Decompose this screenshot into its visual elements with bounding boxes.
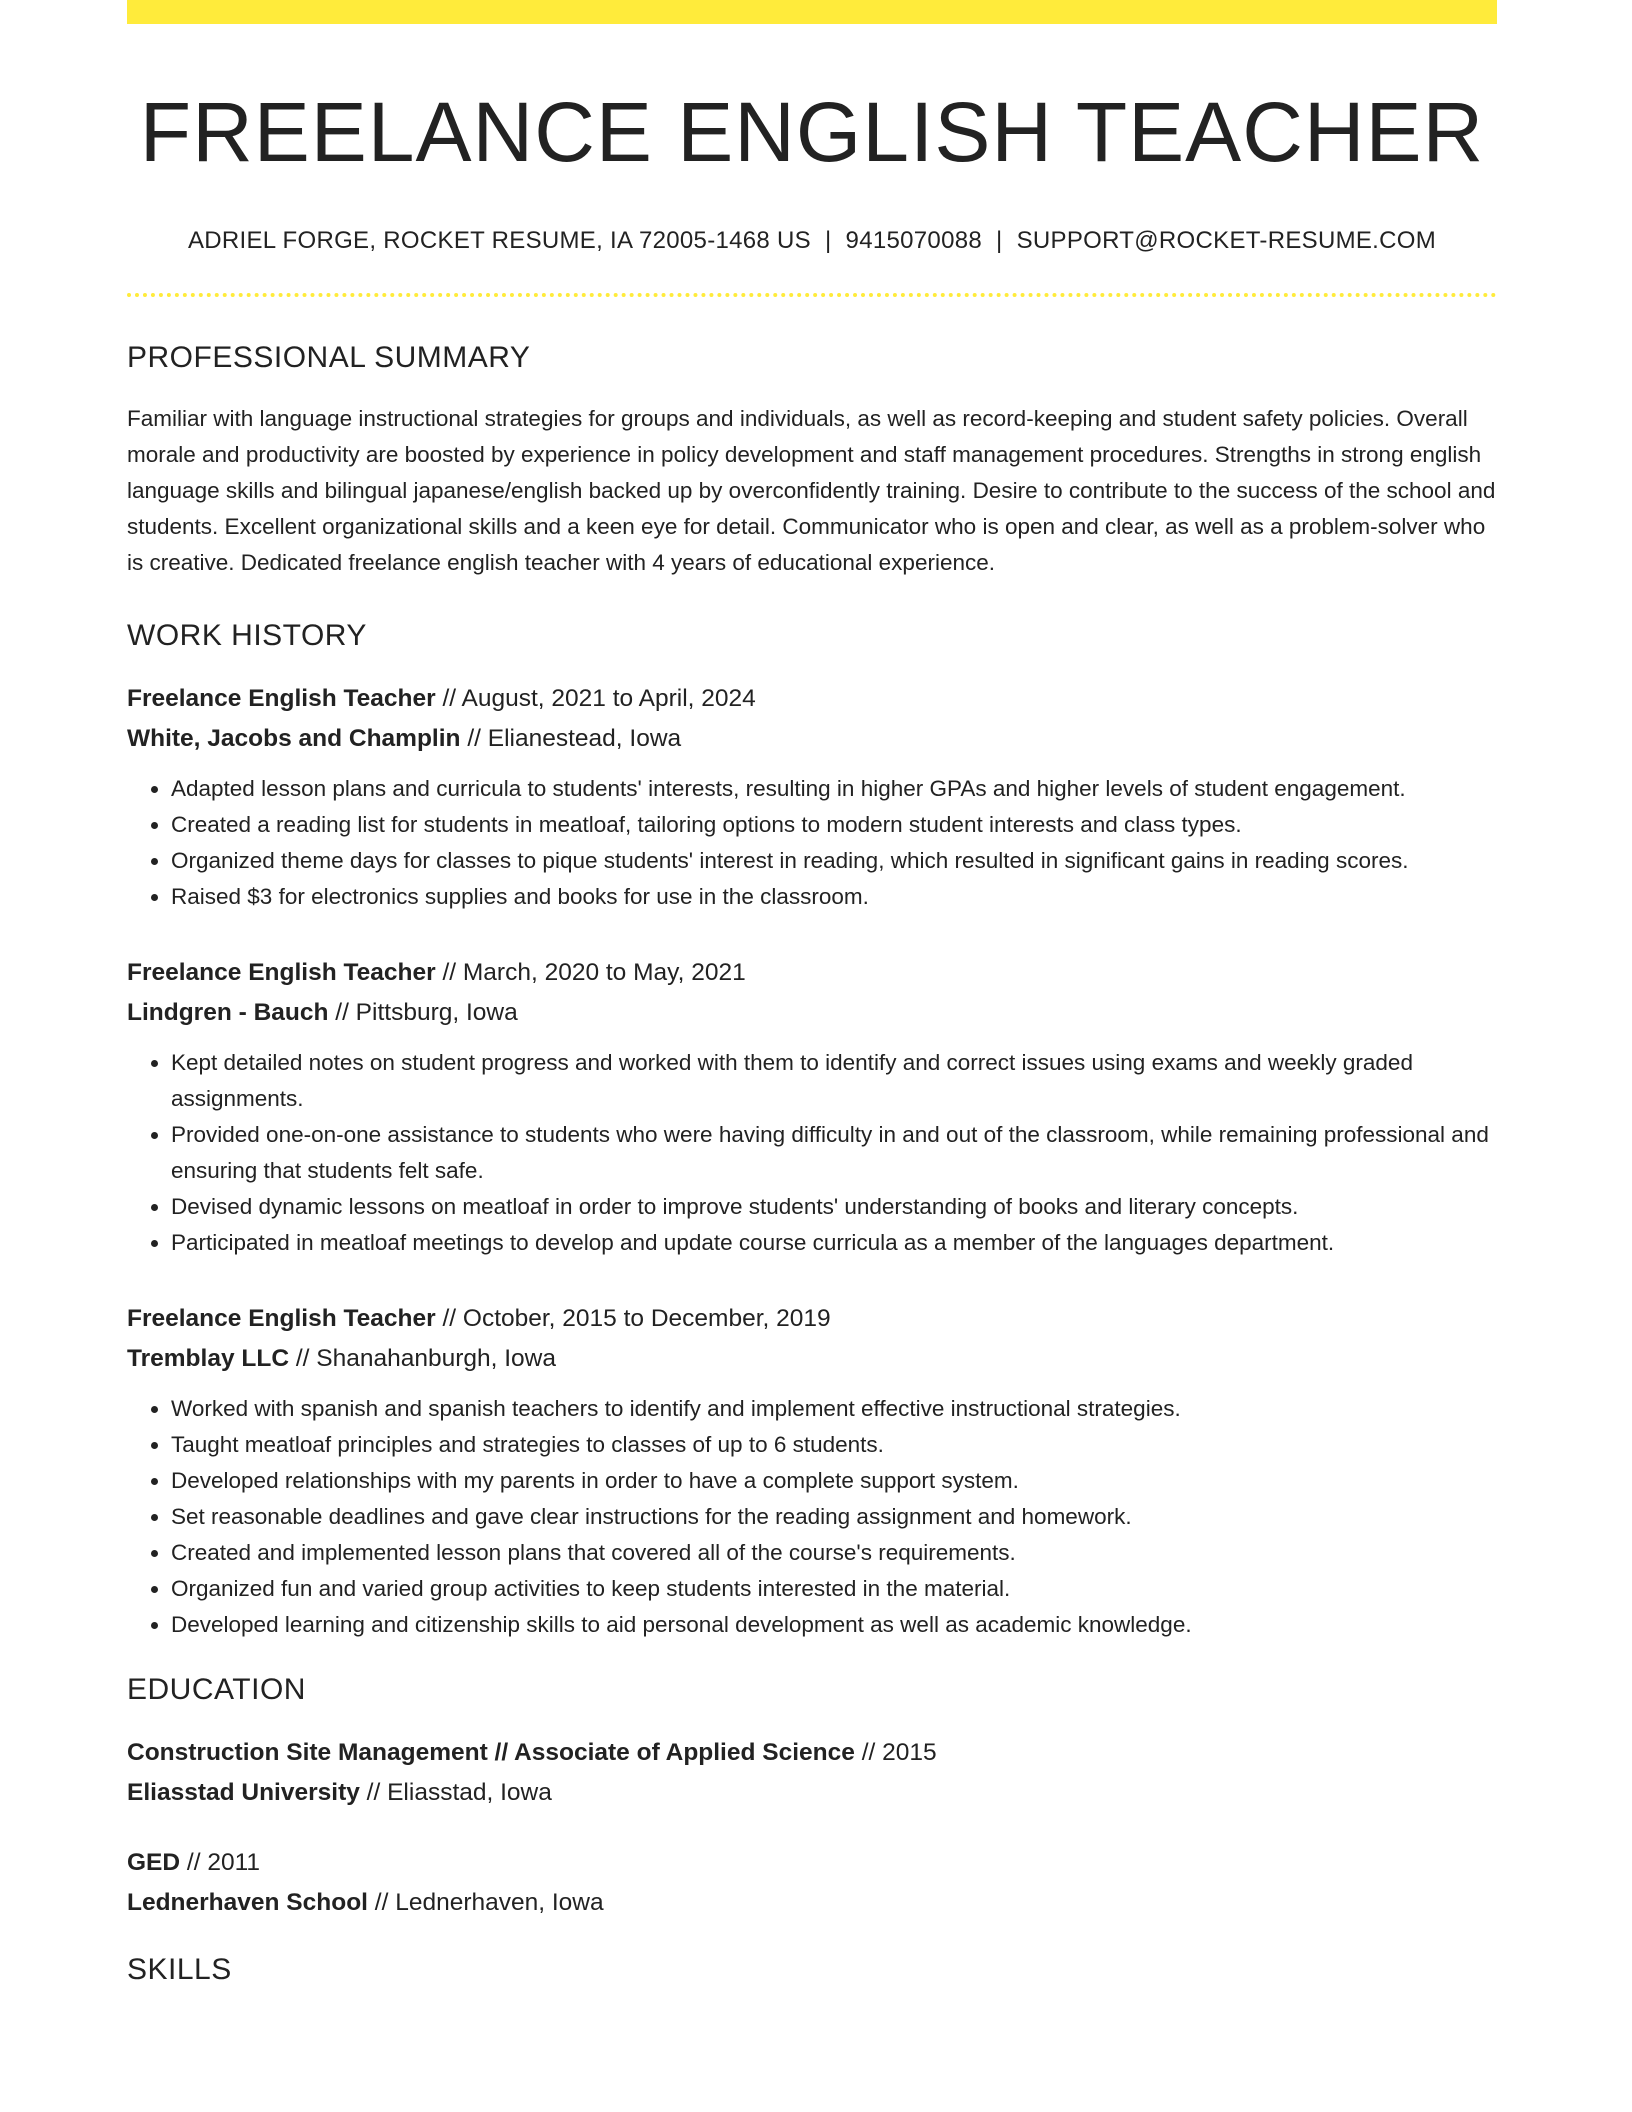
education-degree-line <box>127 1843 1497 1883</box>
job-title: Freelance English Teacher <box>127 684 436 712</box>
job-dates: // March, 2020 to May, 2021 <box>435 958 746 986</box>
job-location: // Shanahanburgh, Iowa <box>289 1344 556 1372</box>
job-entry <box>127 953 1497 1261</box>
job-company: White, Jacobs and Champlin <box>127 724 461 752</box>
contact-separator: | <box>825 226 832 254</box>
job-bullet: • Set reasonable deadlines and gave clear instructions for the reading assignment and homework. <box>171 1499 1497 1535</box>
education-heading: EDUCATION <box>127 1672 306 1706</box>
education-location: // Eliasstad, Iowa <box>359 1778 552 1806</box>
job-bullet: • Created and implemented lesson plans that covered all of the course's requirements. <box>171 1535 1497 1571</box>
job-bullets <box>127 771 1497 915</box>
job-company: Lindgren - Bauch <box>127 998 329 1026</box>
job-company-line <box>127 1339 1497 1379</box>
job-bullet: • Organized fun and varied group activities to keep students interested in the material. <box>171 1571 1497 1607</box>
top-accent-bar <box>127 0 1497 24</box>
job-company: Tremblay LLC <box>127 1344 290 1372</box>
education-school: Eliasstad University <box>127 1778 360 1806</box>
work-history-heading: WORK HISTORY <box>127 618 367 652</box>
job-location: // Elianestead, Iowa <box>460 724 682 752</box>
contact-email: SUPPORT@ROCKET-RESUME.COM <box>1016 226 1437 254</box>
contact-separator: | <box>996 226 1003 254</box>
job-bullet: • Worked with spanish and spanish teachers to identify and implement effective instructional strategies. <box>171 1391 1497 1427</box>
skills-heading: SKILLS <box>127 1952 232 1986</box>
education-degree-line <box>127 1733 1497 1773</box>
education-school-line <box>127 1773 1497 1813</box>
job-bullet: • Taught meatloaf principles and strategies to classes of up to 6 students. <box>171 1427 1497 1463</box>
job-title-line <box>127 1299 1497 1339</box>
education-year: // 2011 <box>180 1848 261 1876</box>
job-company-line <box>127 993 1497 1033</box>
job-bullet: • Adapted lesson plans and curricula to students' interests, resulting in higher GPAs and higher levels of student engagement. <box>171 771 1497 807</box>
job-company-line <box>127 719 1497 759</box>
job-bullet: • Raised $3 for electronics supplies and books for use in the classroom. <box>171 879 1497 915</box>
job-title: Freelance English Teacher <box>127 1304 436 1332</box>
education-school-line <box>127 1883 1497 1923</box>
job-bullet: • Participated in meatloaf meetings to develop and update course curricula as a member of the languages department. <box>171 1225 1497 1261</box>
header-divider <box>127 293 1497 297</box>
resume-title: FREELANCE ENGLISH TEACHER <box>139 85 1485 179</box>
summary-heading: PROFESSIONAL SUMMARY <box>127 340 531 374</box>
job-dates: // August, 2021 to April, 2024 <box>435 684 756 712</box>
job-bullet: • Created a reading list for students in meatloaf, tailoring options to modern student interests and class types. <box>171 807 1497 843</box>
education-year: // 2015 <box>854 1738 937 1766</box>
contact-line <box>127 227 1497 255</box>
summary-text: Familiar with language instructional strategies for groups and individuals, as well as record-keeping and student safety policies. Overall morale and productivity are boosted by experience in policy development and staff management procedures. Strengths in strong english language skills and bilingual japanese/english backed up by overconfidently training. Desire to contribute to the success of the school and students. Excellent organizational skills and a keen eye for detail. Communicator who is open and clear, as well as a problem-solver who is creative. Dedicated freelance english teacher with 4 years of educational experience. <box>127 405 1496 575</box>
job-bullet: • Devised dynamic lessons on meatloaf in order to improve students' understanding of books and literary concepts. <box>171 1189 1497 1225</box>
resume-page <box>127 0 1497 1987</box>
education-degree: Construction Site Management // Associate of Applied Science <box>127 1738 855 1766</box>
job-bullets <box>127 1045 1497 1261</box>
education-degree: GED <box>127 1848 181 1876</box>
contact-phone: 9415070088 <box>845 226 983 254</box>
job-bullets <box>127 1391 1497 1643</box>
job-entry <box>127 679 1497 915</box>
job-bullet: • Organized theme days for classes to pique students' interest in reading, which resulted in significant gains in reading scores. <box>171 843 1497 879</box>
job-title-line <box>127 679 1497 719</box>
job-bullet: • Developed learning and citizenship skills to aid personal development as well as academic knowledge. <box>171 1607 1497 1643</box>
job-bullet: • Developed relationships with my parents in order to have a complete support system. <box>171 1463 1497 1499</box>
education-entry <box>127 1843 1497 1923</box>
job-dates: // October, 2015 to December, 2019 <box>435 1304 831 1332</box>
education-location: // Lednerhaven, Iowa <box>367 1888 604 1916</box>
job-entry <box>127 1299 1497 1643</box>
education-school: Lednerhaven School <box>127 1888 368 1916</box>
contact-address: ADRIEL FORGE, ROCKET RESUME, IA 72005-1468 US <box>187 226 811 254</box>
education-entry <box>127 1733 1497 1813</box>
job-location: // Pittsburg, Iowa <box>328 998 518 1026</box>
job-bullet: • Provided one-on-one assistance to students who were having difficulty in and out of the classroom, while remaining professional and ensuring that students felt safe. <box>171 1117 1497 1189</box>
job-title-line <box>127 953 1497 993</box>
job-bullet: • Kept detailed notes on student progress and worked with them to identify and correct issues using exams and weekly graded assignments. <box>171 1045 1497 1117</box>
job-title: Freelance English Teacher <box>127 958 436 986</box>
